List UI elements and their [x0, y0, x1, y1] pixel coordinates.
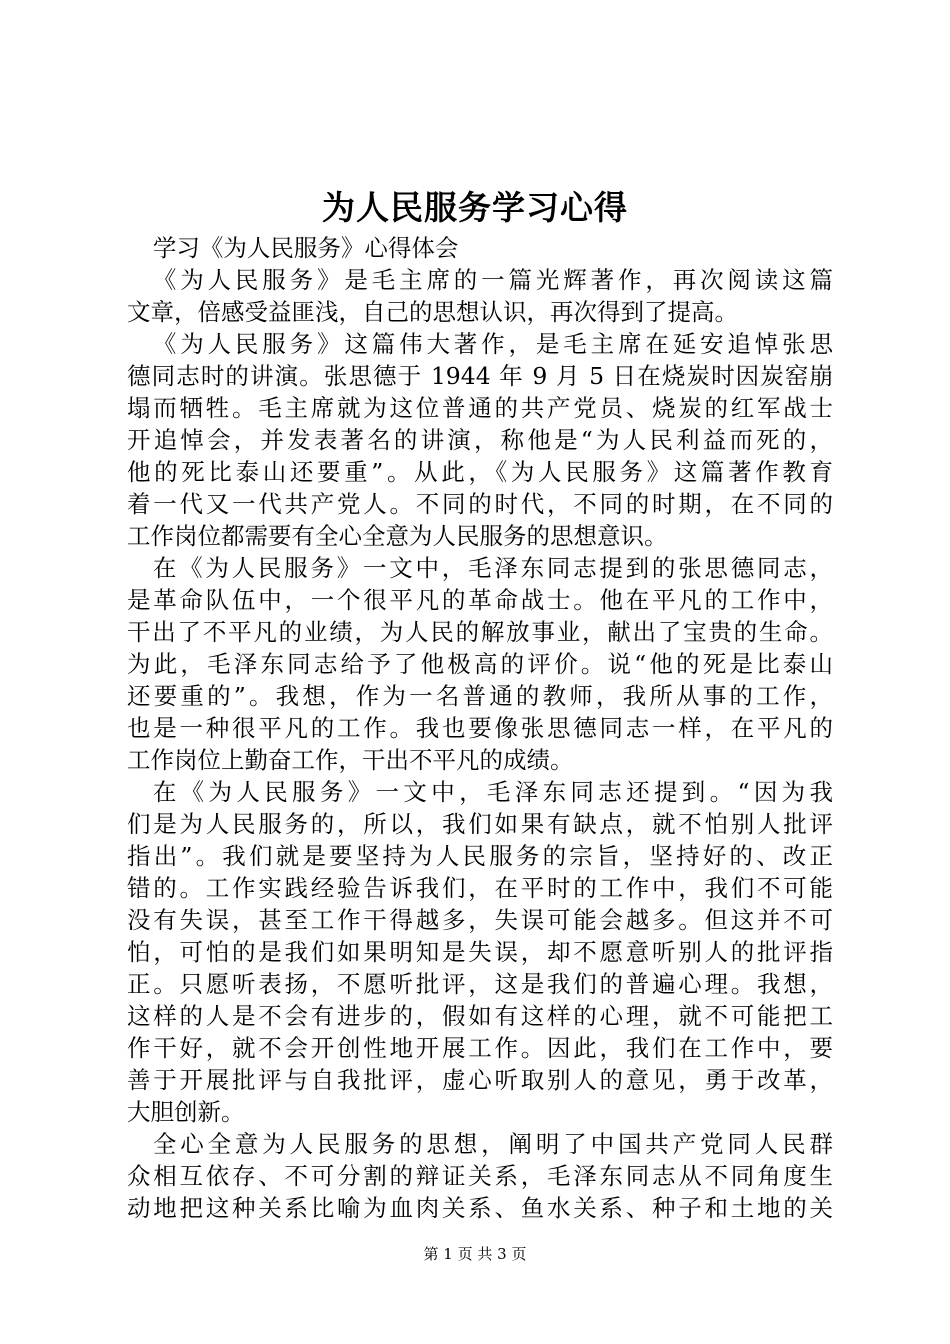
text-line: 文章，倍感受益匪浅，自己的思想认识，再次得到了提高。: [127, 298, 738, 326]
text-line: 怕，可怕的是我们如果明知是失误，却不愿意听别人的批评指: [127, 938, 833, 966]
text-line: 们是为人民服务的，所以，我们如果有缺点，就不怕别人批评: [127, 810, 833, 838]
text-line: 为此，毛泽东同志给予了他极高的评价。说“他的死是比泰山: [127, 650, 833, 678]
text-line: 大胆创新。: [127, 1098, 245, 1126]
text-line: 干出了不平凡的业绩，为人民的解放事业，献出了宝贵的生命。: [127, 618, 833, 646]
text-line: 塌而牺牲。毛主席就为这位普通的共产党员、烧炭的红军战士: [127, 394, 833, 422]
document-title: 为人民服务学习心得: [322, 188, 628, 227]
text-line: 正。只愿听表扬，不愿听批评，这是我们的普遍心理。我想，: [127, 970, 833, 998]
text-line: 工作岗位上勤奋工作，干出不平凡的成绩。: [127, 746, 574, 774]
text-line: 学习《为人民服务》心得体会: [152, 234, 459, 262]
text-line: 善于开展批评与自我批评，虚心听取别人的意见，勇于改革，: [127, 1066, 833, 1094]
text-line: 作干好，就不会开创性地开展工作。因此，我们在工作中，要: [127, 1034, 833, 1062]
page-footer: 第 1 页 共 3 页: [423, 1245, 527, 1263]
text-line: 《为人民服务》是毛主席的一篇光辉著作，再次阅读这篇: [152, 266, 833, 294]
text-line: 没有失误，甚至工作干得越多，失误可能会越多。但这并不可: [127, 906, 833, 934]
text-line: 还要重的”。我想，作为一名普通的教师，我所从事的工作，: [127, 682, 833, 710]
text-line: 在《为人民服务》一文中，毛泽东同志还提到。“因为我: [152, 778, 833, 806]
text-line: 《为人民服务》这篇伟大著作，是毛主席在延安追悼张思: [152, 330, 833, 358]
text-line: 错的。工作实践经验告诉我们，在平时的工作中，我们不可能: [127, 874, 833, 902]
document-body: [127, 232, 833, 1224]
text-line: 众相互依存、不可分割的辩证关系，毛泽东同志从不同角度生: [127, 1162, 833, 1190]
text-line: 全心全意为人民服务的思想，阐明了中国共产党同人民群: [152, 1130, 833, 1158]
text-line: 这样的人是不会有进步的，假如有这样的心理，就不可能把工: [127, 1002, 833, 1030]
text-line: 也是一种很平凡的工作。我也要像张思德同志一样，在平凡的: [127, 714, 833, 742]
text-line: 工作岗位都需要有全心全意为人民服务的思想意识。: [127, 522, 668, 550]
text-line: 开追悼会，并发表著名的讲演，称他是“为人民利益而死的，: [127, 426, 833, 454]
text-line: 德同志时的讲演。张思德于 1944 年 9 月 5 日在烧炭时因炭窑崩: [127, 362, 833, 390]
text-line: 动地把这种关系比喻为血肉关系、鱼水关系、种子和土地的关: [127, 1194, 833, 1222]
text-line: 在《为人民服务》一文中，毛泽东同志提到的张思德同志，: [152, 554, 833, 582]
text-line: 指出”。我们就是要坚持为人民服务的宗旨，坚持好的、改正: [127, 842, 833, 870]
text-line: 他的死比泰山还要重”。从此，《为人民服务》这篇著作教育: [127, 458, 833, 486]
text-line: 着一代又一代共产党人。不同的时代，不同的时期，在不同的: [127, 490, 833, 518]
text-line: 是革命队伍中，一个很平凡的革命战士。他在平凡的工作中，: [127, 586, 833, 614]
